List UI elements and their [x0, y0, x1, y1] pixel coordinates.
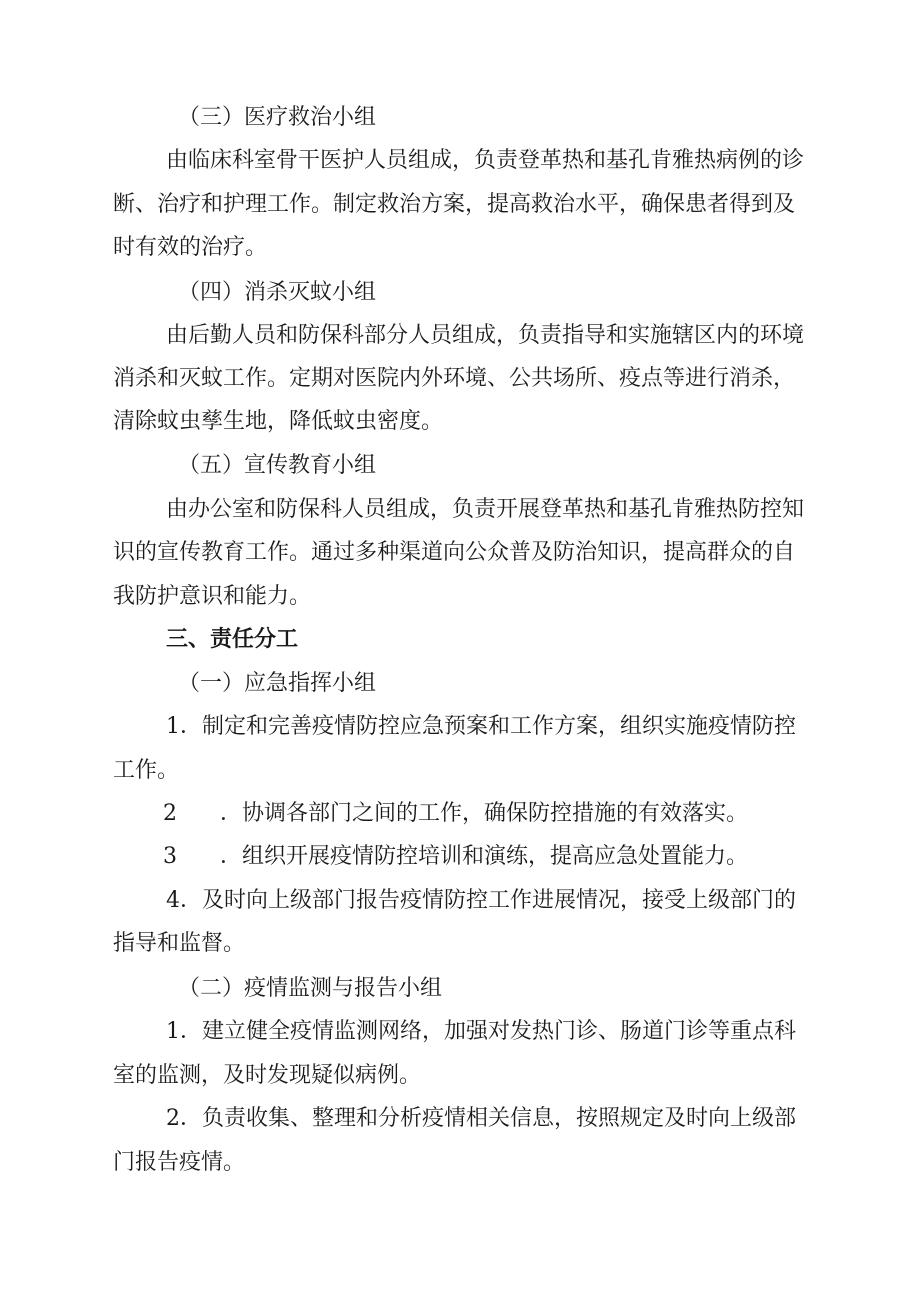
list-number: 3 [163, 844, 177, 869]
document-page: （三）医疗救治小组 由临床科室骨干医护人员组成，负责登革热和基孔肯雅热病例的诊 断、治疗和护理工作。制定救治方案，提高救治水平，确保患者得到及 时有效的治疗。 （四）消杀灭蚊小组 由后勤人员和防保科部分人员组成，负责指导和实施辖区内的环境 消杀和灭蚊工作。定期对医院内外环境、公共场所、疫点等进行消杀， 清除蚊虫孳生地，降低蚊虫密度。 （五）宣传教育小组 由办公室和防保科人员组成，负责开展登革热和基孔肯雅热防控知 识的宣传教育工作。通过多种渠道向公众普及防治知识，提高群众的自 我防护意识和能力。 三、责任分工 （一）应急指挥小组 1．制定和完善疫情防控应急预案和工作方案，组织实施疫情防控 工作。 2 ．协调各部门之间的工作，确保防控措施的有效落实。 3 ．组织开展疫情防控培训和演练，提高应急处置能力。 4．及时向上级部门报告疫情防控工作进展情况，接受上级部门的 指导和监督。 （二）疫情监测与报告小组 1．建立健全疫情监测网络，加强对发热门诊、肠道门诊等重点科 室的监测，及时发现疑似病例。 2．负责收集、整理和分析疫情相关信息，按照规定及时向上级部 门报告疫情。 [113, 105, 805, 1175]
list-number: 2 [163, 801, 177, 826]
